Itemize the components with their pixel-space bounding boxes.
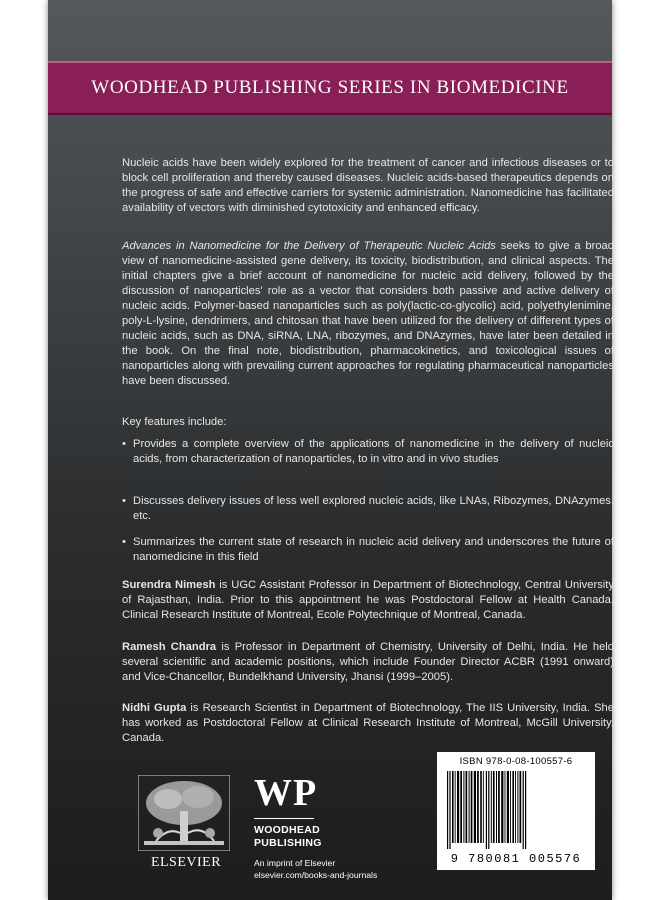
barcode-bar	[520, 771, 522, 843]
barcode-bar	[486, 771, 487, 849]
description-text: seeks to give a broad view of nanomedicine-assisted gene delivery, its toxicity, biodistribution, and clinical aspects. The initial chapters give a brief account of nanomedicine for nucleic acid delivery, followed by the discussion of nanoparticles' role as a vector that considers both passive and active delivery of nucleic acids. Polymer-based nanoparticles such as poly(lactic-co-glycolic) acid, polyethylenimine, poly-L-lysine, dendrimers, and chitosan that have been utilized for the delivery of different types of nucleic acids, such as DNA, siRNA, LNA, ribozymes, and DNAzymes, have later been detailed in the book. On the final note, biodistribution, pharmacokinetics, and toxicological issues of nanoparticles along with prevailing current approaches for regulating pharmaceutical nanoparticles have been discussed.	[122, 240, 614, 387]
barcode-bar	[463, 771, 464, 843]
feature-text: Discusses delivery issues of less well explored nucleic acids, like LNAs, Ribozymes, DNAzymes, etc.	[133, 495, 614, 522]
barcode-bar	[471, 771, 473, 843]
author-bio	[122, 640, 614, 685]
barcode-bar	[455, 771, 456, 843]
author-name: Nidhi Gupta	[122, 702, 187, 714]
barcode-bar	[449, 771, 450, 849]
isbn-label: ISBN 978-0-08-100557-6	[459, 756, 573, 767]
feature-text: Summarizes the current state of research in nucleic acid delivery and underscores the future of nanomedicine in this field	[133, 536, 614, 563]
ean-number: 9 780081 005576	[450, 852, 582, 866]
publisher-url: elsevier.com/books-and-journals	[254, 870, 378, 880]
author-bio-text: is Professor in Department of Chemistry, University of Delhi, India. He held several scientific and academic positions, which include Founder Director ACBR (1991 onward) and Vice-Chancellor, Bundelkhand University, Jhansi (1999–2005).	[122, 641, 615, 683]
barcode-bar	[474, 771, 476, 843]
barcode-bars	[445, 771, 587, 849]
author-bio-text: is UGC Assistant Professor in Department of Biotechnology, Central University of Rajasthan, India. Prior to this appointment he was Postdoctoral Fellow at Health Canada, Clinical Research Institute of Montreal, Ecole Polytechnique of Montreal, Canada.	[122, 579, 614, 621]
barcode-bar	[488, 771, 489, 849]
barcode-bar	[510, 771, 511, 843]
feature-item	[122, 494, 614, 524]
barcode-bar	[507, 771, 509, 843]
author-name: Ramesh Chandra	[122, 641, 217, 653]
feature-text: Provides a complete overview of the applications of nanomedicine in the delivery of nucleic acids, from characterization of nanoparticles, to in vitro and in vivo studies	[133, 438, 614, 465]
barcode-bar	[469, 771, 470, 843]
feature-item	[122, 437, 614, 467]
barcode-bar	[505, 771, 506, 843]
wp-name-line1: WOODHEAD	[254, 824, 320, 836]
barcode-bar	[517, 771, 518, 843]
wp-mark: WP	[254, 772, 318, 814]
elsevier-logo	[130, 775, 242, 875]
barcode-bar	[452, 771, 454, 843]
author-bio-text: is Research Scientist in Department of Biotechnology, The IIS University, India. She has worked as Postdoctoral Fellow at Clinical Research Institute of Montreal, McGill University, Canada.	[122, 702, 614, 744]
barcode	[437, 752, 595, 870]
back-cover	[48, 0, 615, 900]
barcode-bar	[480, 771, 482, 843]
bullet-icon: •	[122, 438, 126, 450]
barcode-bar	[460, 771, 462, 843]
key-features-heading: Key features include:	[122, 416, 227, 428]
barcode-bar	[447, 771, 448, 849]
elsevier-tree-icon	[138, 775, 230, 851]
author-bio	[122, 701, 614, 746]
barcode-bar	[457, 771, 459, 843]
barcode-bar	[493, 771, 495, 843]
barcode-bar	[496, 771, 497, 843]
wp-name-line2: PUBLISHING	[254, 837, 322, 849]
barcode-bar	[498, 771, 500, 843]
woodhead-publishing-logo	[254, 774, 394, 884]
barcode-bar	[483, 771, 484, 843]
description-paragraph	[122, 239, 614, 389]
barcode-bar	[525, 771, 526, 849]
imprint-text: An imprint of Elsevier	[254, 858, 336, 868]
barcode-bar	[523, 771, 524, 849]
wp-divider	[254, 818, 314, 819]
elsevier-wordmark: ELSEVIER	[150, 855, 222, 870]
barcode-bar	[515, 771, 516, 843]
barcode-bar	[512, 771, 514, 843]
barcode-bar	[501, 771, 503, 843]
bullet-icon: •	[122, 536, 126, 548]
bullet-icon: •	[122, 495, 126, 507]
barcode-bar	[491, 771, 492, 843]
author-name: Surendra Nimesh	[122, 579, 216, 591]
intro-paragraph: Nucleic acids have been widely explored for the treatment of cancer and infectious diseases or to block cell proliferation and thereby caused diseases. Nucleic acids-based therapeutics depends on the progress of safe and effective carriers for systemic administration. Nanomedicine has facilitated availability of vectors with diminished cytotoxicity and enhanced efficacy.	[122, 157, 614, 214]
barcode-bar	[477, 771, 479, 843]
book-title: Advances in Nanomedicine for the Delivery of Therapeutic Nucleic Acids	[122, 240, 496, 252]
series-title: WOODHEAD PUBLISHING SERIES IN BIOMEDICINE	[91, 77, 569, 98]
series-banner	[48, 61, 612, 115]
author-bio	[122, 578, 614, 623]
barcode-bar	[466, 771, 468, 843]
feature-item	[122, 535, 614, 565]
